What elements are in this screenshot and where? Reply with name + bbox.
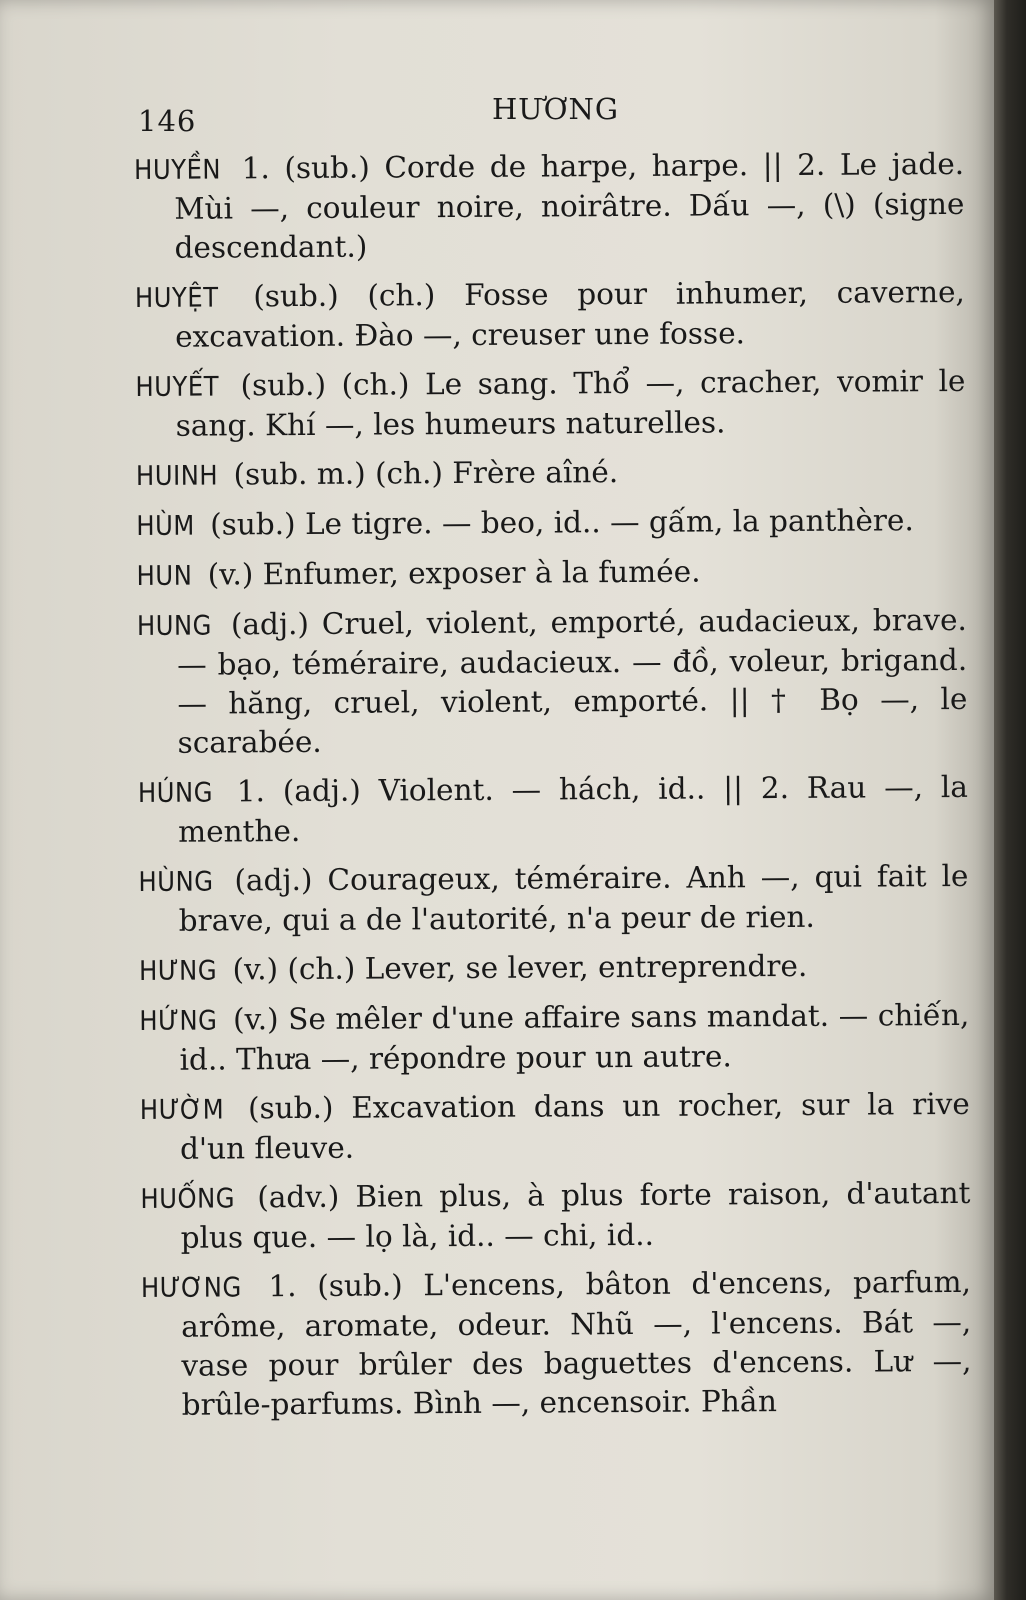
dictionary-entry xyxy=(134,145,965,268)
entry-headword: HƯNG xyxy=(138,955,218,987)
entry-definition: 1. (sub.) L'encens, bâton d'encens, parfum, arôme, aromate, odeur. Nhũ —, l'encens. Bát —, vase pour brûler des baguettes d'encens. Lư —, brûle-parfums. Bình —, encensoir. Phần xyxy=(181,1264,972,1422)
entry-definition: (adv.) Bien plus, à plus forte raison, d'autant plus que. — lọ là, id.. — chi, id.. xyxy=(180,1175,971,1255)
entry-definition: 1. (adj.) Violent. — hách, id.. || 2. Rau —, la menthe. xyxy=(178,769,969,849)
entry-definition: (sub.) Excavation dans un rocher, sur la rive d'un fleuve. xyxy=(179,1086,970,1166)
entry-headword: HỨNG xyxy=(139,1005,218,1037)
entry-definition: (sub. m.) (ch.) Frère aîné. xyxy=(233,455,619,492)
entry-definition: (v.) (ch.) Lever, se lever, entreprendre. xyxy=(232,948,808,987)
entry-headword: HUỐNG xyxy=(140,1183,236,1215)
dictionary-entry xyxy=(140,1174,970,1258)
dictionary-entry xyxy=(136,551,966,596)
dictionary-entry xyxy=(140,1085,970,1169)
entry-headword: HÚNG xyxy=(137,777,214,809)
entry-headword: HƯỜM xyxy=(139,1094,225,1126)
dictionary-entry xyxy=(136,501,966,546)
entry-headword: HUYỆT xyxy=(134,282,219,314)
entry-definition: (sub.) Le tigre. — beo, id.. — gấm, la panthère. xyxy=(210,503,914,542)
entry-definition: (sub.) (ch.) Fosse pour inhumer, caverne, excavation. Đào —, creuser une fosse. xyxy=(175,274,965,354)
page-number: 146 xyxy=(138,104,197,138)
entry-definition: (v.) Se mêler d'une affaire sans mandat. — chiến, id.. Thưa —, répondre pour un autre. xyxy=(179,997,970,1077)
entry-headword: HUINH xyxy=(135,460,219,492)
entry-headword: HÙM xyxy=(136,510,195,542)
running-head: HƯƠNG xyxy=(492,92,620,126)
entry-definition: (v.) Enfumer, exposer à la fumée. xyxy=(207,554,701,592)
dictionary-entry xyxy=(136,451,966,496)
dictionary-entry xyxy=(137,601,968,763)
entry-headword: HUYẾT xyxy=(135,371,220,403)
entry-headword: HÙNG xyxy=(138,866,214,898)
dictionary-entry xyxy=(138,857,968,941)
entry-headword: HUN xyxy=(136,560,193,592)
entry-headword: HƯƠNG xyxy=(140,1272,242,1304)
dictionary-entry xyxy=(139,946,969,991)
page-header xyxy=(0,92,994,142)
entry-definition: (adj.) Cruel, violent, emporté, audacieux, brave. — bạo, téméraire, audacieux. — đồ, voleur, brigand. — hăng, cruel, violent, emporté. || † Bọ —, le scarabée. xyxy=(177,602,968,760)
entry-list xyxy=(134,145,972,1435)
dictionary-entry xyxy=(138,768,968,852)
entry-headword: HUYỀN xyxy=(134,154,222,186)
entry-definition: (adj.) Courageux, téméraire. Anh —, qui fait le brave, qui a de l'autorité, n'a peur de rien. xyxy=(178,858,969,938)
dictionary-entry xyxy=(139,996,969,1080)
dictionary-entry xyxy=(135,362,965,446)
book-spine-shadow xyxy=(994,0,1026,1600)
entry-headword: HUNG xyxy=(136,610,213,642)
entry-definition: 1. (sub.) Corde de harpe, harpe. || 2. Le jade. Mùi —, couleur noire, noirâtre. Dấu —, (\) (signe descendant.) xyxy=(174,146,965,265)
entry-definition: (sub.) (ch.) Le sang. Thổ —, cracher, vomir le sang. Khí —, les humeurs naturelles. xyxy=(175,363,966,443)
dictionary-entry xyxy=(135,273,965,357)
dictionary-entry xyxy=(141,1263,972,1425)
